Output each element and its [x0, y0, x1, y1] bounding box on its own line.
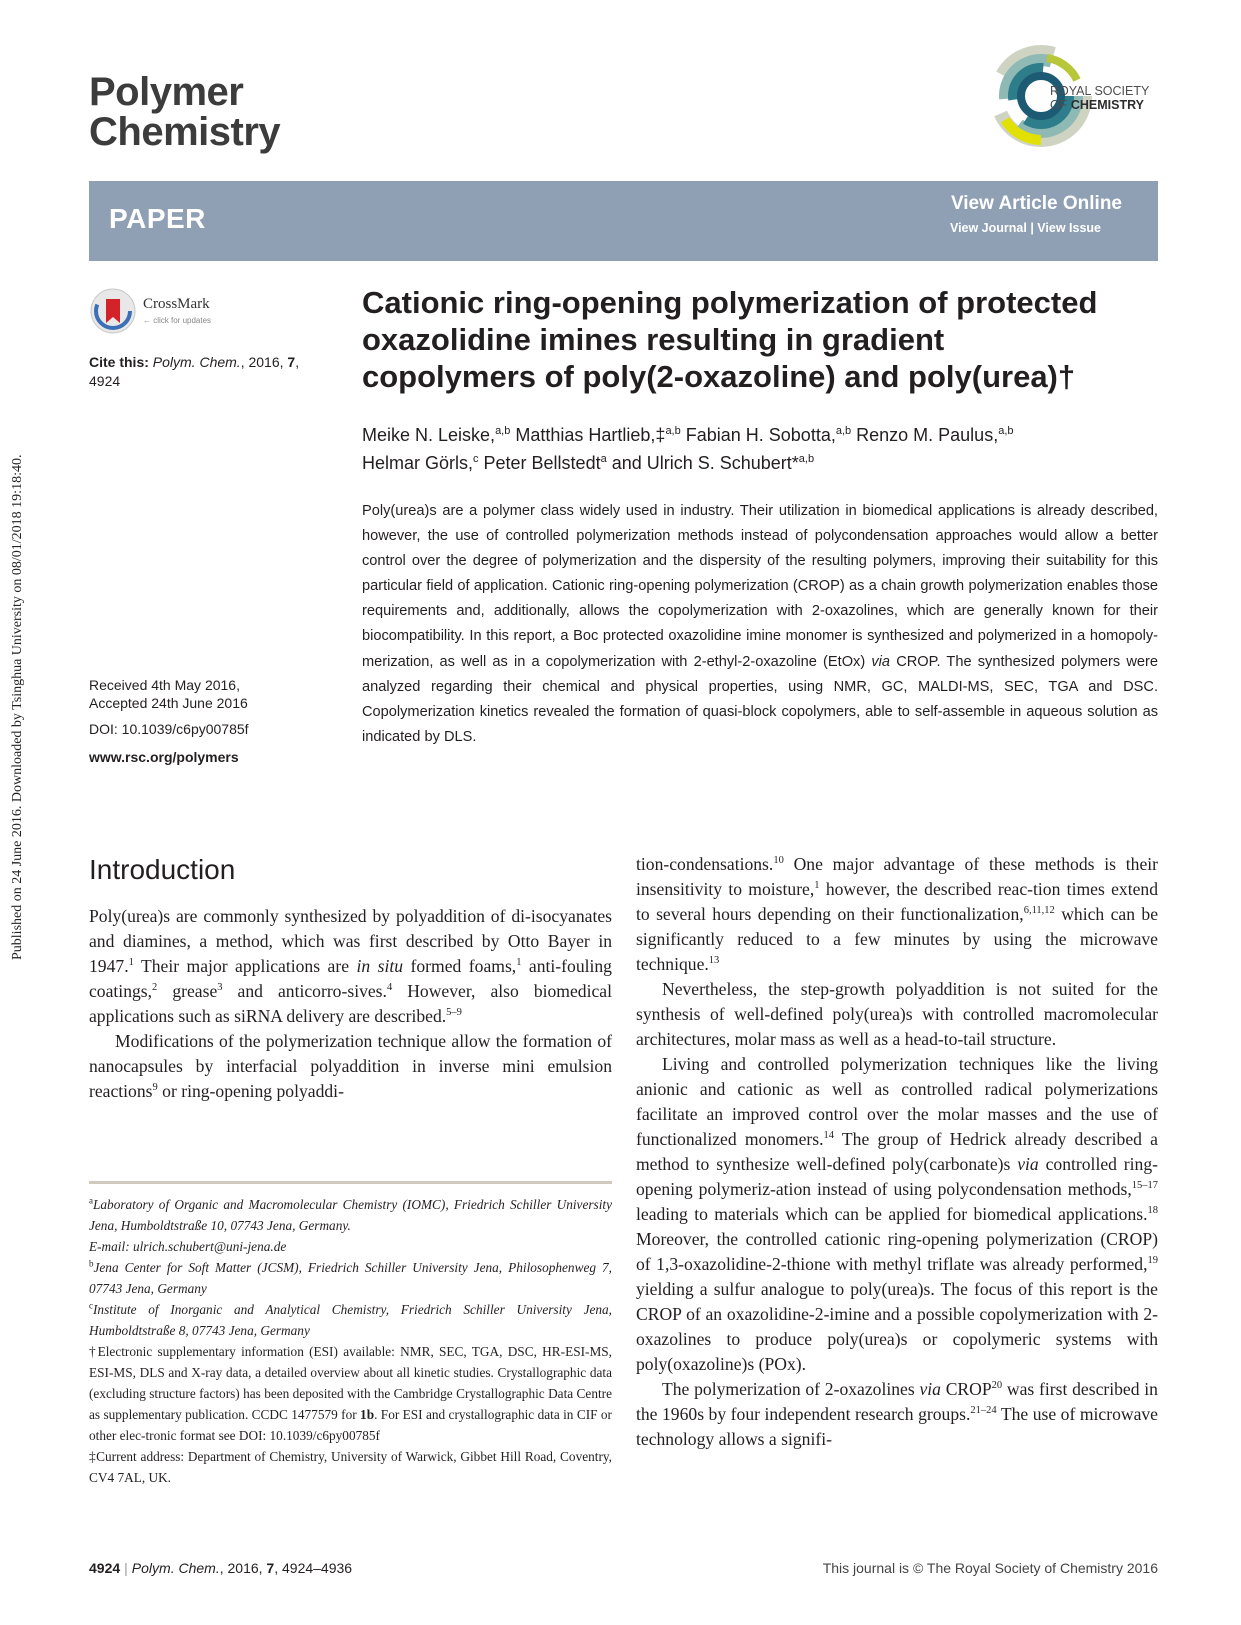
- crossmark-sub: ← click for updates: [143, 316, 212, 325]
- author-list: Meike N. Leiske,$^{a,b}$ Matthias Hartlieb,‡$^{a,b}$ Fabian H. Sobotta,$^{a,b}$ Renzo M. Paulus,$^{a,b}$ Helmar Görls,$^c$ Peter Bellstedt$^a$ and Ulrich S. Schubert*$^{a,b}$: [362, 425, 1014, 473]
- author: Meike N. Leiske,: [362, 425, 496, 445]
- paragraph: Modifications of the polymerization technique allow the formation of nanocapsules by interfacial polyaddition in inverse mini emulsion reactions$^9$ or ring-opening polyaddi-: [89, 1031, 612, 1101]
- view-journal-link[interactable]: View Journal: [949, 221, 1027, 235]
- rsc-logo-line2: OF CHEMISTRY: [1050, 98, 1144, 112]
- paragraph: tion-condensations.$^{10}$ One major advantage of these methods is their insensitivity to moisture,$^1$ however, the described reac-tion times extend to several hours depending on their functionalization,$^{6,11,12}$ which can be significantly reduced to a few minutes by using the microwave technique.$^{13}$: [636, 854, 1159, 974]
- section-heading-introduction: Introduction: [89, 854, 236, 885]
- accepted-date: Accepted 24th June 2016: [89, 695, 248, 711]
- crossmark-icon: [89, 287, 137, 335]
- author: and Ulrich S. Schubert*: [606, 453, 799, 473]
- journal-title[interactable]: [89, 72, 280, 152]
- download-note: [8, 360, 28, 960]
- author: Matthias Hartlieb,‡: [510, 425, 666, 445]
- article-meta: [89, 676, 329, 766]
- article-type-label: PAPER: [109, 203, 206, 234]
- author: Helmar Görls,: [362, 453, 474, 473]
- footnote-affiliation-a: $^a$Laboratory of Organic and Macromolecular Chemistry (IOMC), Friedrich Schiller University Jena, Humboldtstraße 10, 07743 Jena, Germany.: [89, 1195, 612, 1233]
- body-column-right: [636, 852, 1158, 1452]
- paragraph: Poly(urea)s are commonly synthesized by polyaddition of di-isocyanates and diamines, a method, which was first described by Otto Bayer in 1947.$^1$ Their major applications are in situ formed foams,$^1$ anti-fouling coatings,$^2$ grease$^3$ and anticorro-sives.$^4$ However, also biomedical applications such as siRNA delivery are described.$^{5-9}$: [89, 906, 612, 1026]
- journal-title-line1: Polymer: [89, 70, 244, 114]
- article-banner: [89, 181, 1158, 261]
- abstract: Poly(urea)s are a polymer class widely used in industry. Their utilization in biomedical applications is already described, however, the use of controlled polymerization methods instead of polycondensation approaches would allow a better control over the degree of polymerization and the dispersity of the resulting polymers, improving their suitability for this particular field of application. Cationic ring-opening polymerization (CROP) as a chain growth polymerization enables those requirements and, additionally, allows the copolymerization with 2-oxazolines, which are generally known for their biocompatibility. In this report, a Boc protected oxazolidine imine monomer is synthesized and polymerized in a homopoly-merization, as well as in a copolymerization with 2-ethyl-2-oxazoline (EtOx) via CROP. The synthesized polymers were analyzed regarding their chemical and physical properties, using NMR, GC, MALDI-MS, SEC, TGA and DSC. Copolymerization kinetics revealed the formation of quasi-block copolymers, able to self-assemble in aqueous solution as indicated by DLS.: [362, 503, 1158, 745]
- journal-url-link[interactable]: www.rsc.org/polymers: [89, 749, 239, 765]
- footnote-esi: †Electronic supplementary information (ESI) available: NMR, SEC, TGA, DSC, HR-ESI-MS, ESI-MS, DLS and X-ray data, a detailed overview about all kinetic studies. Crystallographic data (excluding structure factors) has been deposited with the Cambridge Crystallographic Data Centre as supplementary publication. CCDC 1477579 for 1b. For ESI and crystallographic data in CIF or other elec-tronic format see DOI: 10.1039/c6py00785f: [89, 1344, 612, 1443]
- view-article-online-link[interactable]: View Article Online: [950, 193, 1122, 214]
- page-number: 4924: [89, 1560, 121, 1576]
- download-note-text: Published on 24 June 2016. Downloaded by Tsinghua University on 08/01/2018 19:18:40.: [10, 454, 25, 960]
- page-footer: 4924 | Polym. Chem., 2016, 7, 4924–4936: [89, 1560, 353, 1576]
- view-links: [950, 221, 1101, 235]
- view-links-separator: |: [1026, 221, 1038, 235]
- footnotes: [89, 1194, 612, 1488]
- journal-title-line2: Chemistry: [89, 110, 281, 154]
- author: Fabian H. Sobotta,: [680, 425, 836, 445]
- view-issue-link[interactable]: View Issue: [1037, 221, 1101, 235]
- footnote-affiliation-c: $^c$Institute of Inorganic and Analytical Chemistry, Friedrich Schiller University Jena, Humboldtstraße 8, 07743 Jena, Germany: [89, 1300, 612, 1338]
- rsc-logo-line1: ROYAL SOCIETY: [1050, 84, 1150, 98]
- author: Renzo M. Paulus,: [851, 425, 999, 445]
- rsc-logo-text: [1050, 84, 1149, 112]
- body-column-left: [89, 904, 612, 1104]
- author: Peter Bellstedt: [478, 453, 601, 473]
- paragraph: Living and controlled polymerization techniques like the living anionic and cationic as well as controlled radical polymerizations facilitate an improved control over the molar masses and the use of functionalized monomers.$^{14}$ The group of Hedrick already described a method to synthesize well-defined poly(carbonate)s via controlled ring-opening polymeriz-ation instead of using polycondensation methods,$^{15-17}$ leading to materials which can be applied for biomedical applications.$^{18}$ Moreover, the controlled cationic ring-opening polymerization (CROP) of 1,3-oxazolidine-2-thione with methyl triflate was already performed,$^{19}$ yielding a sulfur analogue to poly(urea)s. The focus of this report is the CROP of an oxazolidine-2-imine and a possible copolymerization with 2-oxazolines to produce poly(urea)s or copolymeric systems with poly(oxazoline)s (POx).: [636, 1054, 1159, 1374]
- footnote-email[interactable]: E-mail: ulrich.schubert@uni-jena.de: [89, 1239, 287, 1254]
- paragraph: The polymerization of 2-oxazolines via CROP$^{20}$ was first described in the 1960s by four independent research groups.$^{21-24}$ The use of microwave technology allows a signifi-: [636, 1379, 1158, 1449]
- doi[interactable]: DOI: 10.1039/c6py00785f: [89, 721, 249, 737]
- footnote-current-address: ‡Current address: Department of Chemistry, University of Warwick, Gibbet Hill Road, Coventry, CV4 7AL, UK.: [89, 1449, 612, 1485]
- crossmark-button[interactable]: [89, 287, 229, 339]
- citation: Cite this: Polym. Chem., 2016, 7, 4924: [89, 354, 300, 389]
- footnote-affiliation-b: $^b$Jena Center for Soft Matter (JCSM), Friedrich Schiller University Jena, Philosophenweg 7, 07743 Jena, Germany: [89, 1258, 612, 1296]
- received-date: Received 4th May 2016,: [89, 677, 240, 693]
- article-title: Cationic ring-opening polymerization of protected oxazolidine imines resulting in gradient copolymers of poly(2-oxazoline) and poly(urea)†: [362, 285, 1098, 394]
- crossmark-label: CrossMark: [143, 296, 210, 312]
- footnote-divider: [89, 1181, 612, 1184]
- copyright-notice: This journal is © The Royal Society of Chemistry 2016: [822, 1560, 1158, 1576]
- paragraph: Nevertheless, the step-growth polyaddition is not suited for the synthesis of well-defined poly(urea)s with controlled macromolecular architectures, molar mass as well as a head-to-tail structure.: [636, 979, 1158, 1049]
